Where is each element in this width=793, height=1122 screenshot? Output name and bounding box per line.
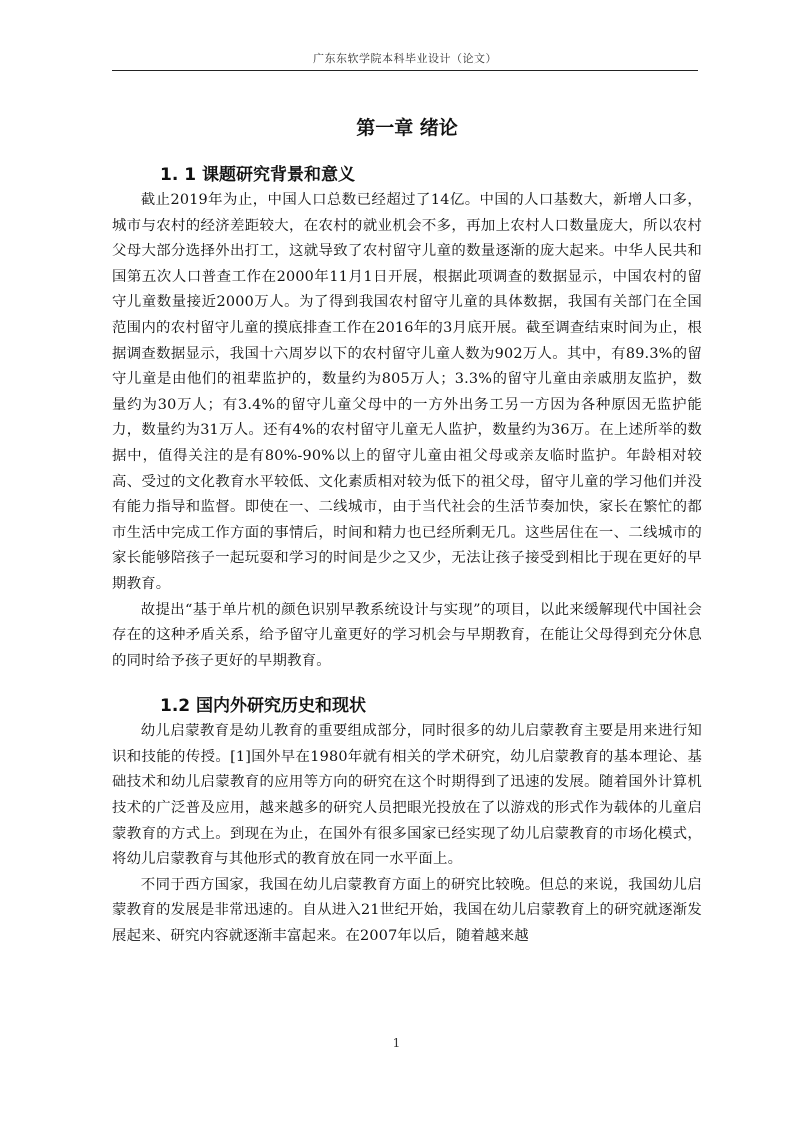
section-title-1-1: 1. 1 课题研究背景和意义 [160, 165, 355, 185]
page-header: 广东东软学院本科毕业设计（论文） [313, 52, 497, 65]
page-number: 1 [392, 1036, 401, 1050]
chapter-title: 第一章 绪论 [356, 117, 458, 139]
page-body [112, 113, 702, 950]
header-divider [112, 70, 698, 71]
paragraph: 故提出“基于单片机的颜色识别早教系统设计与实现”的项目，以此来缓解现代中国社会存在的这种矛盾关系，给予留守儿童更好的学习机会与早期教育，在能让父母得到充分休息的同时给予孩子更好的早期教育。 [112, 601, 702, 669]
section-title-1-2: 1.2 国内外研究历史和现状 [160, 696, 367, 717]
paragraph: 不同于西方国家，我国在幼儿启蒙教育方面上的研究比较晚。但总的来说，我国幼儿启蒙教育的发展是非常迅速的。自从进入21世纪开始，我国在幼儿启蒙教育上的研究就逐渐发展起来、研究内容就逐渐丰富起来。在2007年以后，随着越来越 [112, 876, 702, 945]
paragraph: 截止2019年为止，中国人口总数已经超过了14亿。中国的人口基数大，新增人口多，城市与农村的经济差距较大，在农村的就业机会不多，再加上农村人口数量庞大，所以农村父母大部分选择外出打工，这就导致了农村留守儿童的数量逐渐的庞大起来。中华人民共和国第五次人口普查工作在2000年11月1日开展，根据此项调查的数据显示，中国农村的留守儿童数量接近2000万人。为了得到我国农村留守儿童的具体数据，我国有关部门在全国范围内的农村留守儿童的摸底排查工作在2016年的3月底开展。截至调查结束时间为止，根据调查数据显示，我国十六周岁以下的农村留守儿童人数为902万人。其中，有89.3%的留守儿童是由他们的祖辈监护的，数量约为805万人；3.3%的留守儿童由亲戚朋友监护，数量约为30万人；有3.4%的留守儿童父母中的一方外出务工另一方因为各种原因无监护能力，数量约为31万人。还有4%的农村留守儿童无人监护，数量约为36万。在上述所举的数据中，值得关注的是有80%-90%以上的留守儿童由祖父母或亲友临时监护。年龄相对较高、受过的文化教育水平较低、文化素质相对较为低下的祖父母，留守儿童的学习他们并没有能力指导和监督。即使在一、二线城市，由于当代社会的生活节奏加快，家长在繁忙的都市生活中完成工作方面的事情后，时间和精力也已经所剩无几。这些居住在一、二线城市的家长能够陪孩子一起玩耍和学习的时间是少之又少，无法让孩子接受到相比于现在更好的早期教育。 [112, 192, 702, 592]
paragraph: 幼儿启蒙教育是幼儿教育的重要组成部分，同时很多的幼儿启蒙教育主要是用来进行知识和技能的传授。[1]国外早在1980年就有相关的学术研究，幼儿启蒙教育的基本理论、基础技术和幼儿启蒙教育的应用等方向的研究在这个时期得到了迅速的发展。随着国外计算机技术的广泛普及应用，越来越多的研究人员把眼光投放在了以游戏的形式作为载体的儿童启蒙教育的方式上。到现在为止，在国外有很多国家已经实现了幼儿启蒙教育的市场化模式，将幼儿启蒙教育与其他形式的教育放在同一水平面上。 [112, 723, 702, 868]
